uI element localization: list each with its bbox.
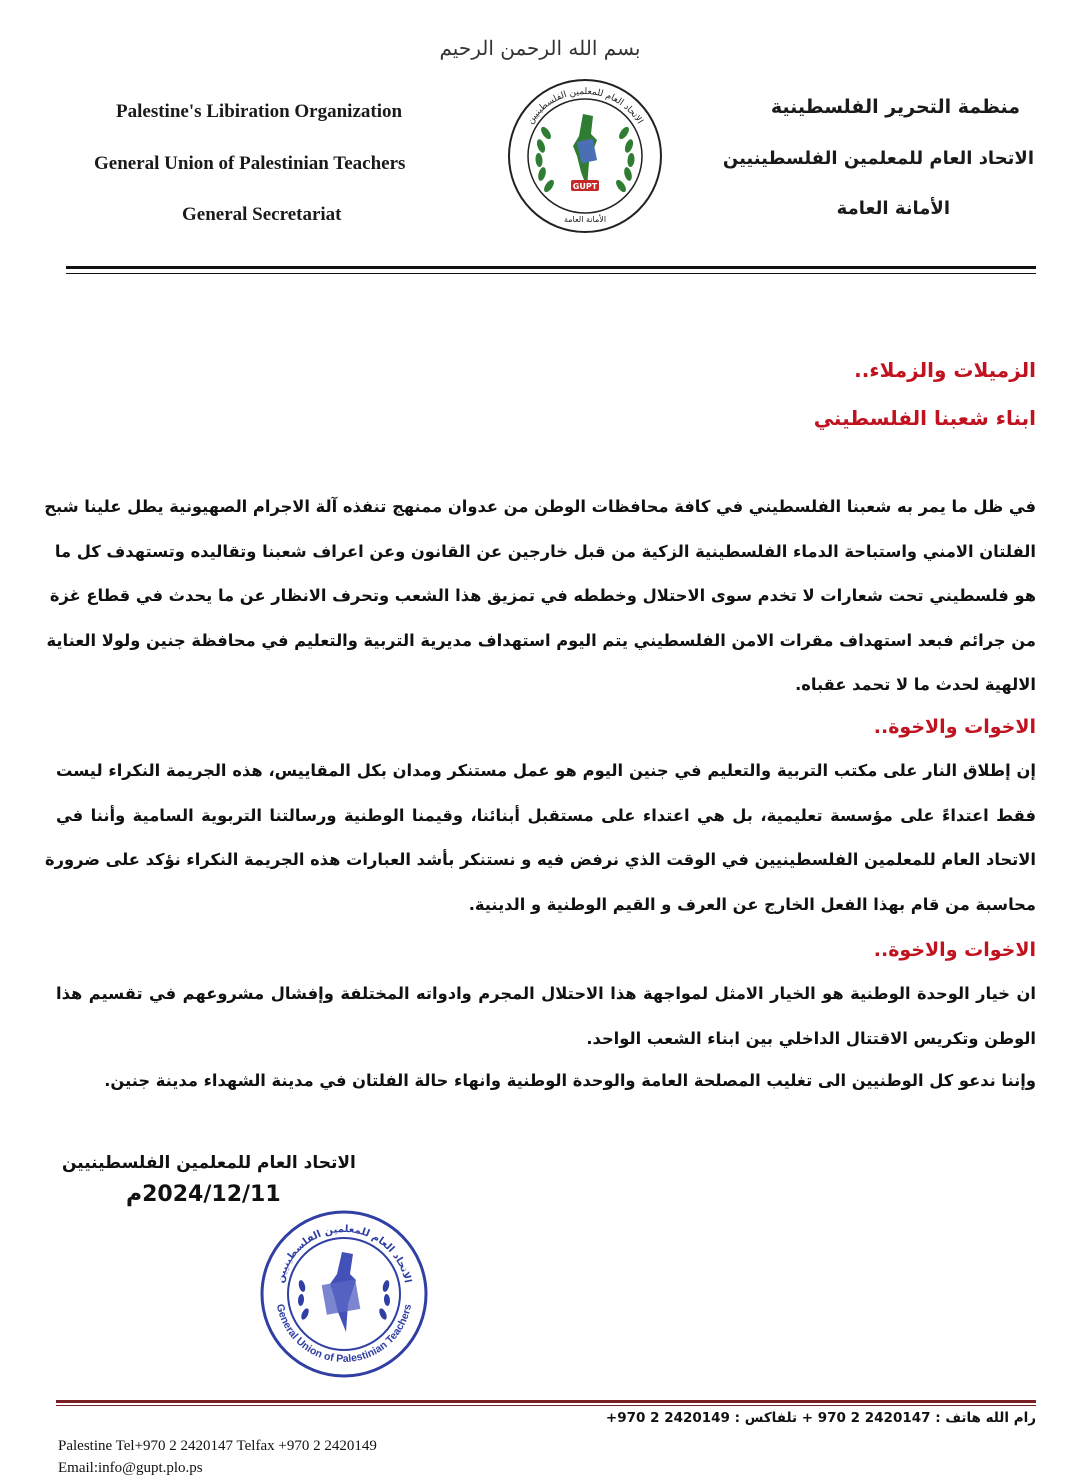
basmala-calligraphy: بسم الله الرحمن الرحيم xyxy=(439,36,641,60)
section-3-closing: وإننا ندعو كل الوطنيين الى تغليب المصلحة العامة والوحدة الوطنية وانهاء حالة الفلتان في مدينة الشهداء مدينة جنين. xyxy=(104,1071,1036,1090)
section-2-line: الاتحاد العام للمعلمين الفلسطينيين في الوقت الذي نرفض فيه و نستنكر بأشد العبارات هذه الجريمة النكراء نؤكد على ضرورة xyxy=(45,850,1036,869)
logo-abbr: GUPT xyxy=(572,182,598,191)
union-stamp-icon xyxy=(258,1208,430,1380)
logo-ring-text: الاتحاد العام للمعلمين الفلسطينيين xyxy=(525,86,645,127)
paragraph-1-line: من جرائم فبعد استهداف مقرات الامن الفلسطيني يتم اليوم استهداف مديرية التربية والتعليم في محافظة جنين ولولا العناية xyxy=(46,630,1036,650)
stamp-arabic-text: الاتحاد العام للمعلمين الفلسطينيين xyxy=(274,1223,413,1285)
footer-divider-thick xyxy=(56,1400,1036,1403)
header-divider-thin xyxy=(66,273,1036,274)
header-english-org: Palestine's Libiration Organization xyxy=(116,101,403,122)
header-english-union: General Union of Palestinian Teachers xyxy=(94,153,406,174)
header-divider-thick xyxy=(66,266,1036,269)
paragraph-1-line: الفلتان الامني واستباحة الدماء الفلسطينية الزكية من قبل خارجين عن القانون وعن اعراف شعبنا وتقاليده وتستهدف كل ما xyxy=(54,541,1036,561)
section-3-line: الوطن وتكريس الاقتتال الداخلي بين ابناء الشعب الواحد. xyxy=(586,1028,1036,1048)
signature-name: الاتحاد العام للمعلمين الفلسطينيين xyxy=(62,1153,356,1173)
greeting-people: ابناء شعبنا الفلسطيني xyxy=(813,406,1036,430)
section-3-line: ان خيار الوحدة الوطنية هو الخيار الامثل لمواجهة هذا الاحتلال المجرم وادواته المختلفة وإفشال مشروعهم في تقسيم هذا xyxy=(56,984,1036,1003)
paragraph-1-line: الالهية لحدث ما لا تحمد عقباه. xyxy=(795,675,1036,694)
paragraph-1 xyxy=(44,485,1036,708)
section-3 xyxy=(56,928,1036,1101)
footer-arabic-contact: رام الله هاتف : 2420147 2 970 + تلفاكس : 2420149 2 970+ xyxy=(605,1410,1036,1426)
stamp-english-text: General Union of Palestinian Teachers xyxy=(273,1302,415,1366)
section-2 xyxy=(45,705,1036,927)
gupt-logo-icon xyxy=(505,76,665,236)
greeting-colleagues: الزميلات والزملاء.. xyxy=(854,358,1036,382)
footer-divider-thin xyxy=(56,1405,1036,1406)
logo-bottom-text: الأمانة العامة xyxy=(563,215,607,224)
header-arabic-org: منظمة التحرير الفلسطينية xyxy=(770,96,1020,118)
footer-phone-line: Palestine Tel+970 2 2420147 Telfax +970 2 2420149 xyxy=(58,1438,377,1454)
signature-date: 2024/12/11م xyxy=(126,1182,281,1207)
header-english-secretariat: General Secretariat xyxy=(182,204,342,225)
section-2-heading: الاخوات والاخوة.. xyxy=(873,716,1036,738)
header-arabic-secretariat: الأمانة العامة xyxy=(836,198,950,219)
paragraph-1-line: في ظل ما يمر به شعبنا الفلسطيني في كافة محافظات الوطن من عدوان ممنهج تنفذه آلة الاجرام الصهيونية يطل علينا شبح xyxy=(44,497,1036,516)
header-arabic-union: الاتحاد العام للمعلمين الفلسطينيين xyxy=(722,148,1034,169)
paragraph-1-line: هو فلسطيني تحت شعارات لا تخدم سوى الاحتلال وخططه في تمزيق هذا الشعب وتحرف الانظار عن ما يحدث في قطاع غزة xyxy=(49,586,1036,605)
section-2-line: فقط اعتداءً على مؤسسة تعليمية، بل هي اعتداء على مستقبل أبنائنا، وقيمنا الوطنية ورسالتنا التربوية السامية وأننا في xyxy=(56,805,1036,825)
section-3-heading: الاخوات والاخوة.. xyxy=(873,939,1036,961)
section-2-line: محاسبة من قام بهذا الفعل الخارج عن العرف و القيم الوطنية و الدينية. xyxy=(468,894,1036,914)
section-2-line: إن إطلاق النار على مكتب التربية والتعليم في جنين اليوم هو عمل مستنكر ومدان بكل المقاييس، هذه الجريمة النكراء ليست xyxy=(56,761,1036,780)
footer-email-line: Email:info@gupt.plo.ps xyxy=(58,1460,203,1476)
